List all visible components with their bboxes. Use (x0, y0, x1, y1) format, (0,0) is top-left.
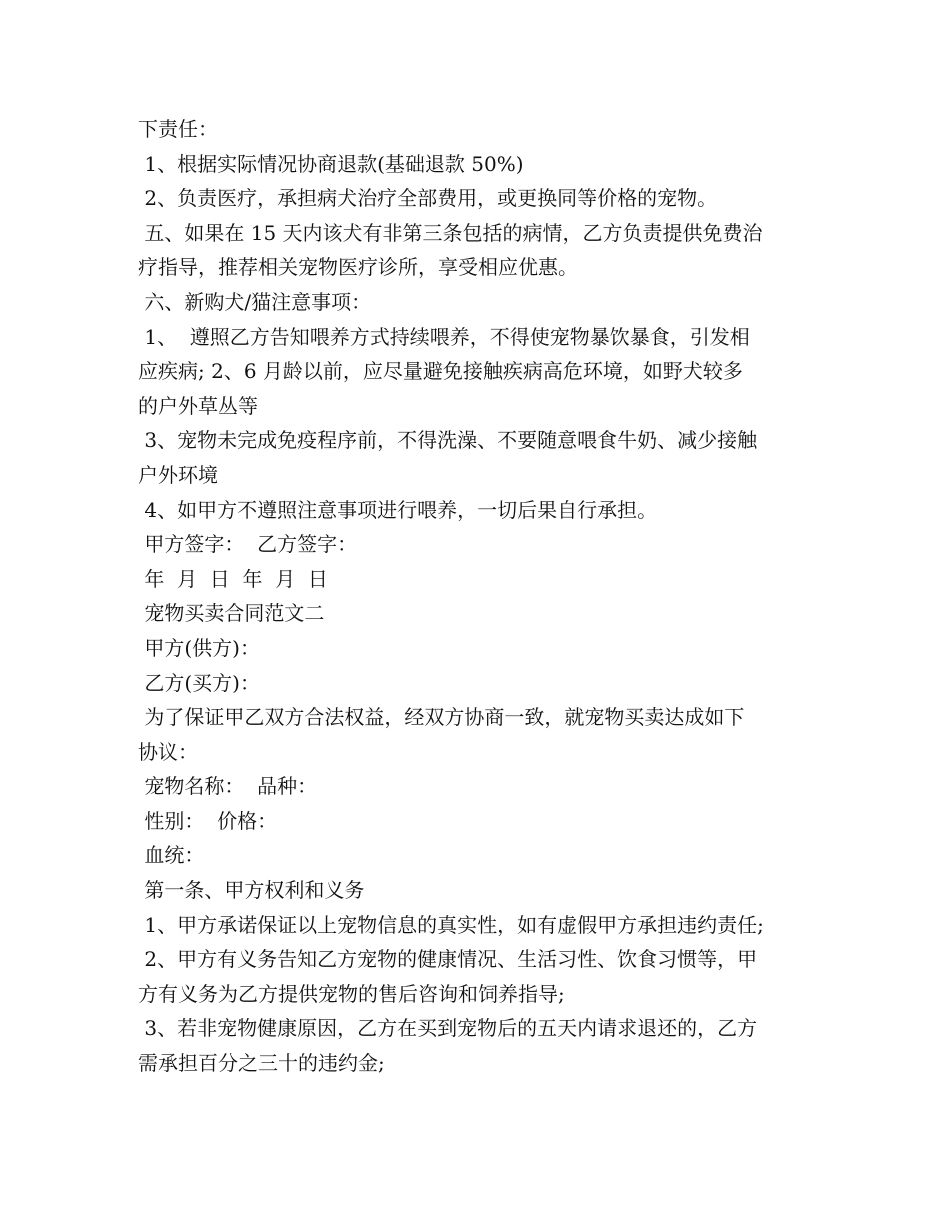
text-line: 户外环境 (138, 462, 218, 487)
text-line: 为了保证甲乙双方合法权益，经双方协商一致，就宠物买卖达成如下 (138, 705, 745, 730)
text-line: 3、若非宠物健康原因，乙方在买到宠物后的五天内请求退还的，乙方 (138, 1016, 758, 1041)
text-line: 下责任： (138, 117, 218, 141)
text-line: 五、如果在 15 天内该犬有非第三条包括的病情，乙方负责提供免费治 (138, 220, 763, 245)
text-line: 宠物名称： 品种： (138, 774, 318, 799)
text-line: 六、新购犬/猫注意事项： (138, 289, 372, 314)
text-line: 2、负责医疗，承担病犬治疗全部费用，或更换同等价格的宠物。 (138, 186, 718, 211)
text-line: 应疾病; 2、6 月龄以前，应尽量避免接触疾病高危环境，如野犬较多 (138, 359, 743, 384)
text-line: 1、 遵照乙方告知喂养方式持续喂养，不得使宠物暴饮暴食，引发相 (138, 324, 750, 349)
text-line: 性别： 价格： (138, 808, 278, 833)
text-line: 甲方(供方)： (138, 635, 260, 660)
document-body (138, 112, 828, 1081)
text-line: 协议： (138, 739, 198, 764)
section-title: 宠物买卖合同范文二 (138, 601, 325, 626)
text-line: 3、宠物未完成免疫程序前，不得洗澡、不要随意喂食牛奶、减少接触 (138, 428, 758, 453)
text-line: 4、如甲方不遵照注意事项进行喂养，一切后果自行承担。 (138, 497, 658, 522)
text-line: 疗指导，推荐相关宠物医疗诊所，享受相应优惠。 (138, 255, 578, 280)
text-line: 方有义务为乙方提供宠物的售后咨询和饲养指导; (138, 981, 565, 1006)
text-line: 1、甲方承诺保证以上宠物信息的真实性，如有虚假甲方承担违约责任; (138, 912, 764, 937)
text-line: 年 月 日 年 月 日 (138, 566, 328, 591)
text-line: 甲方签字： 乙方签字： (138, 532, 358, 557)
text-line: 1、根据实际情况协商退款(基础退款 50%) (138, 151, 524, 176)
text-line: 的户外草丛等 (138, 393, 258, 418)
text-line: 血统： (138, 843, 205, 868)
text-line: 2、甲方有义务告知乙方宠物的健康情况、生活习性、饮食习惯等，甲 (138, 947, 758, 972)
text-line: 乙方(买方)： (138, 670, 260, 695)
article-heading: 第一条、甲方权利和义务 (138, 878, 365, 903)
text-line: 需承担百分之三十的违约金; (138, 1051, 385, 1076)
